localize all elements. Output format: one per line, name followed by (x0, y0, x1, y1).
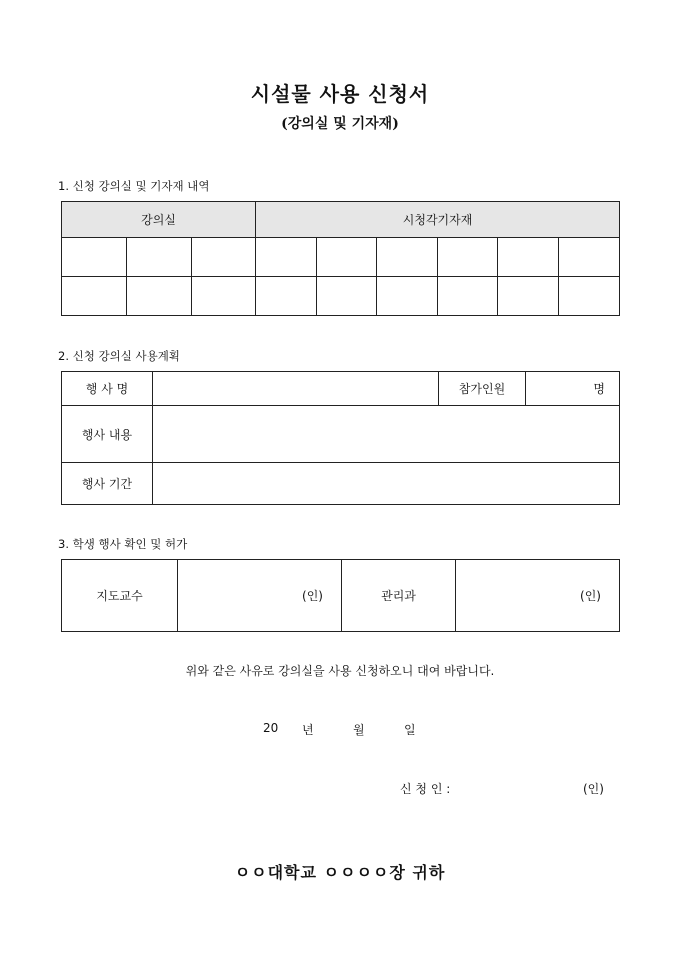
table-cell[interactable] (62, 277, 127, 316)
section-2-label: 2. 신청 강의실 사용계획 (58, 349, 180, 363)
advisor-label: 지도교수 (62, 560, 178, 632)
date-day-label: 일 (404, 723, 416, 737)
classroom-header: 강의실 (62, 202, 256, 238)
participants-label: 참가인원 (439, 372, 526, 406)
table-cell[interactable] (498, 238, 559, 277)
section-1-label: 1. 신청 강의실 및 기자재 내역 (58, 179, 210, 193)
table-cell[interactable] (127, 277, 192, 316)
table-cell[interactable] (192, 238, 256, 277)
usage-plan-table (61, 371, 620, 505)
date-year-prefix: 20 (263, 721, 279, 735)
event-name-label: 행 사 명 (62, 372, 153, 406)
admin-dept-label: 관리과 (342, 560, 456, 632)
table-cell[interactable] (377, 277, 438, 316)
table-cell[interactable] (559, 238, 620, 277)
date-year-label: 년 (302, 723, 314, 737)
section-3-label: 3. 학생 행사 확인 및 허가 (58, 537, 188, 551)
document-title: 시설물 사용 신청서 (250, 82, 430, 106)
table-row (62, 238, 620, 277)
table-cell[interactable] (317, 277, 377, 316)
table-cell[interactable] (127, 238, 192, 277)
classroom-equipment-table (61, 201, 620, 316)
table-cell[interactable] (317, 238, 377, 277)
approval-table (61, 559, 620, 632)
table-cell[interactable] (256, 277, 317, 316)
event-content-label: 행사 내용 (62, 406, 153, 463)
admin-dept-seal[interactable]: (인) (456, 560, 620, 632)
request-statement: 위와 같은 사유로 강의실을 사용 신청하오니 대여 바랍니다. (185, 664, 495, 678)
table-cell[interactable] (438, 277, 498, 316)
table-cell[interactable] (438, 238, 498, 277)
document-subtitle: (강의실 및 기자재) (281, 116, 399, 132)
table-cell[interactable] (559, 277, 620, 316)
table-cell[interactable] (256, 238, 317, 277)
addressee: ㅇㅇ대학교 ㅇㅇㅇㅇ장 귀하 (234, 863, 446, 882)
applicant-label: 신 청 인 : (400, 782, 451, 796)
av-equipment-header: 시청각기자재 (256, 202, 620, 238)
participants-unit: 명 (526, 372, 620, 406)
date-month-label: 월 (353, 723, 365, 737)
applicant-seal: (인) (583, 782, 604, 796)
event-content-field[interactable] (153, 406, 620, 463)
event-name-field[interactable] (153, 372, 439, 406)
table-cell[interactable] (498, 277, 559, 316)
table-row (62, 277, 620, 316)
table-cell[interactable] (377, 238, 438, 277)
table-cell[interactable] (62, 238, 127, 277)
event-period-label: 행사 기간 (62, 463, 153, 505)
advisor-seal[interactable]: (인) (178, 560, 342, 632)
table-cell[interactable] (192, 277, 256, 316)
event-period-field[interactable] (153, 463, 620, 505)
